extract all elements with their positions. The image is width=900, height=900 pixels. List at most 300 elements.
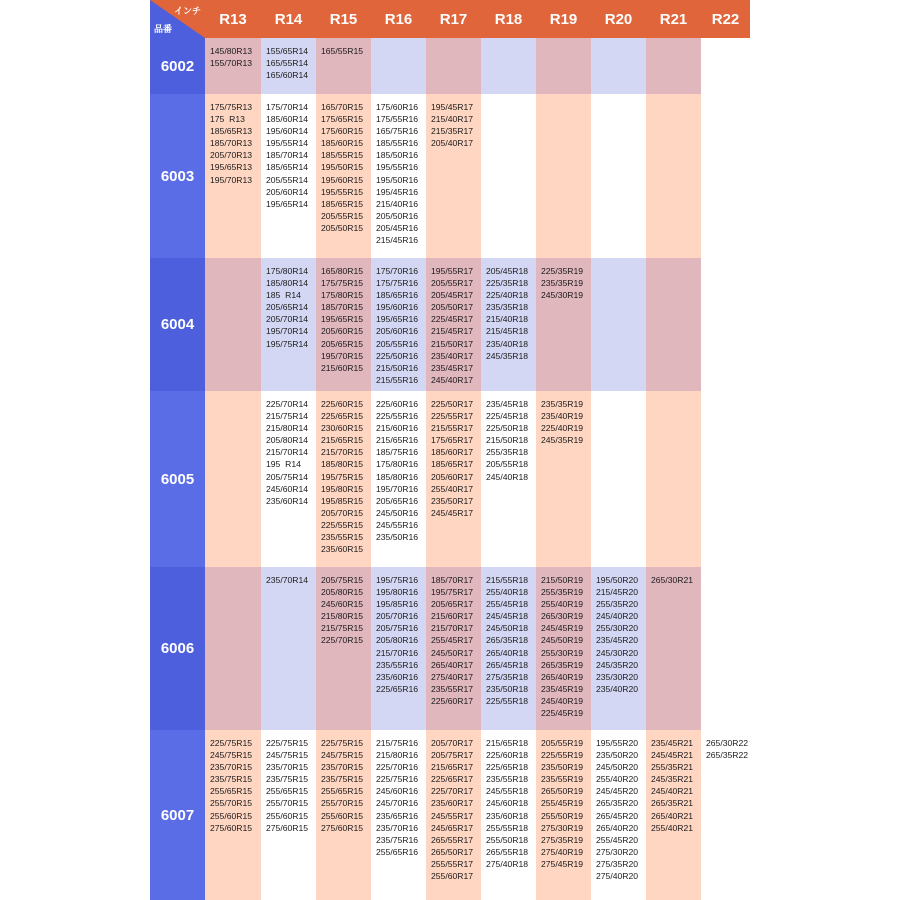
cell-6007-r22 (701, 730, 750, 900)
tire-size: 205/70R17 (431, 738, 474, 748)
tire-size: 255/60R15 (210, 810, 253, 821)
tire-size: 275/35R19 (541, 834, 584, 845)
cell-6004-r18 (481, 258, 536, 391)
tire-size: 255/60R15 (321, 810, 364, 821)
cell-6005-r15 (316, 391, 371, 567)
tire-size: 225/35R18 (486, 278, 529, 289)
tire-size: 215/55R16 (376, 374, 419, 385)
tire-size: 275/60R15 (321, 822, 364, 833)
tire-size: 175/75R13 (210, 102, 253, 112)
column-header-r19: R19 (536, 0, 591, 38)
tire-size: 165/55R15 (321, 46, 364, 56)
tire-size: 195/65R14 (266, 198, 309, 209)
tire-size: 255/65R16 (376, 846, 419, 857)
tire-size: 235/50R18 (486, 683, 529, 694)
cell-6003-r18 (481, 94, 536, 258)
cell-6002-r13 (205, 38, 261, 94)
tire-size: 245/35R20 (596, 659, 639, 670)
tire-size: 195/60R14 (266, 126, 309, 137)
cell-6007-r20 (591, 730, 646, 900)
tire-size: 225/75R16 (376, 774, 419, 785)
tire-size: 235/55R18 (486, 774, 529, 785)
tire-size: 275/35R18 (486, 671, 529, 682)
tire-size: 175/65R15 (321, 114, 364, 125)
column-header-r21: R21 (646, 0, 701, 38)
tire-size: 225/55R19 (541, 750, 584, 761)
tire-size: 215/55R18 (486, 575, 529, 585)
row-label-6005: 6005 (150, 391, 205, 567)
tire-size: 265/45R20 (596, 810, 639, 821)
cell-6007-r14 (261, 730, 316, 900)
tire-size: 215/65R16 (376, 435, 419, 446)
tire-size: 205/65R16 (376, 495, 419, 506)
cell-6005-r22 (701, 391, 750, 567)
tire-size: 155/70R13 (210, 58, 253, 69)
tire-size: 215/45R18 (486, 326, 529, 337)
tire-size: 205/45R18 (486, 266, 529, 276)
cell-6003-r22 (701, 94, 750, 258)
tire-size: 255/40R21 (651, 822, 694, 833)
tire-size: 275/30R19 (541, 822, 584, 833)
tire-size-table (150, 0, 750, 900)
tire-size: 165/70R15 (321, 102, 364, 112)
tire-size: 245/50R20 (596, 762, 639, 773)
tire-size: 185/55R15 (321, 150, 364, 161)
tire-size: 225/65R15 (321, 411, 364, 422)
tire-size: 265/45R18 (486, 659, 529, 670)
tire-size: 235/45R19 (541, 683, 584, 694)
tire-size: 235/30R20 (596, 671, 639, 682)
column-header-r16: R16 (371, 0, 426, 38)
tire-size: 195/75R17 (431, 587, 474, 598)
tire-size: 235/70R15 (321, 762, 364, 773)
tire-size: 265/50R19 (541, 786, 584, 797)
tire-size: 235/35R19 (541, 399, 584, 409)
tire-size: 235/60R16 (376, 671, 419, 682)
tire-size: 205/60R16 (376, 326, 419, 337)
tire-size: 205/60R14 (266, 186, 309, 197)
tire-size: 215/50R17 (431, 338, 474, 349)
tire-size: 215/60R16 (376, 423, 419, 434)
tire-size: 245/60R16 (376, 786, 419, 797)
tire-size: 225/70R17 (431, 786, 474, 797)
cell-6006-r19 (536, 567, 591, 730)
tire-size: 265/55R17 (431, 834, 474, 845)
tire-size: 245/40R20 (596, 611, 639, 622)
tire-size: 225/60R15 (321, 399, 364, 409)
tire-size: 175/75R15 (321, 278, 364, 289)
tire-size: 215/60R15 (321, 362, 364, 373)
cell-6004-r15 (316, 258, 371, 391)
tire-size: 255/45R17 (431, 635, 474, 646)
tire-size: 215/45R16 (376, 235, 419, 246)
tire-size: 225/70R14 (266, 399, 309, 409)
tire-size: 245/50R19 (541, 635, 584, 646)
tire-size: 205/55R15 (321, 210, 364, 221)
tire-size: 255/35R20 (596, 599, 639, 610)
cell-6005-r17 (426, 391, 481, 567)
tire-size: 225/70R16 (376, 762, 419, 773)
cell-6003-r13 (205, 94, 261, 258)
tire-size: 205/40R17 (431, 138, 474, 149)
tire-size: 235/50R20 (596, 750, 639, 761)
tire-size: 245/40R21 (651, 786, 694, 797)
tire-size: 185/80R14 (266, 278, 309, 289)
tire-size: 225/55R16 (376, 411, 419, 422)
tire-size: 195/65R15 (321, 314, 364, 325)
tire-size: 235/75R15 (266, 774, 309, 785)
tire-size: 225/65R18 (486, 762, 529, 773)
tire-size: 195/75R15 (321, 471, 364, 482)
tire-size: 215/65R17 (431, 762, 474, 773)
tire-size: 235/55R16 (376, 659, 419, 670)
tire-size: 205/75R16 (376, 623, 419, 634)
tire-size: 175/80R16 (376, 459, 419, 470)
cell-6007-r19 (536, 730, 591, 900)
column-header-r15: R15 (316, 0, 371, 38)
tire-size: 225/70R15 (321, 635, 364, 646)
tire-size: 195/50R20 (596, 575, 639, 585)
tire-size: 225/50R16 (376, 350, 419, 361)
cell-6003-r19 (536, 94, 591, 258)
cell-6003-r14 (261, 94, 316, 258)
tire-size: 255/50R19 (541, 810, 584, 821)
column-header-r18: R18 (481, 0, 536, 38)
tire-size: 205/50R16 (376, 210, 419, 221)
row-label-6007: 6007 (150, 730, 205, 900)
tire-size: 215/70R17 (431, 623, 474, 634)
tire-size: 185/65R17 (431, 459, 474, 470)
tire-size: 245/45R18 (486, 611, 529, 622)
tire-size: 185/70R13 (210, 138, 253, 149)
tire-size: 205/70R14 (266, 314, 309, 325)
tire-size: 185/80R15 (321, 459, 364, 470)
tire-size: 195/70R14 (266, 326, 309, 337)
cell-6002-r20 (591, 38, 646, 94)
tire-size: 255/40R18 (486, 587, 529, 598)
tire-size: 215/65R15 (321, 435, 364, 446)
tire-size: 245/50R16 (376, 507, 419, 518)
tire-size: 245/70R16 (376, 798, 419, 809)
tire-size: 255/45R20 (596, 834, 639, 845)
tire-size: 215/80R15 (321, 611, 364, 622)
tire-size: 245/45R20 (596, 786, 639, 797)
tire-size: 265/40R17 (431, 659, 474, 670)
tire-size: 225/60R16 (376, 399, 419, 409)
tire-size: 245/55R17 (431, 810, 474, 821)
tire-size: 245/40R19 (541, 695, 584, 706)
cell-6006-r18 (481, 567, 536, 730)
tire-size: 195/60R15 (321, 174, 364, 185)
tire-size: 165/60R14 (266, 70, 309, 81)
header-corner (150, 0, 205, 38)
tire-size: 225/55R17 (431, 411, 474, 422)
cell-6006-r17 (426, 567, 481, 730)
tire-size: 175/60R16 (376, 102, 419, 112)
tire-size: 195/55R17 (431, 266, 474, 276)
tire-size: 175/70R14 (266, 102, 309, 112)
tire-size: 195/60R16 (376, 302, 419, 313)
tire-size: 205/55R16 (376, 338, 419, 349)
tire-size: 245/35R18 (486, 350, 529, 361)
cell-6004-r14 (261, 258, 316, 391)
tire-size: 185/75R16 (376, 447, 419, 458)
tire-size: 195/85R15 (321, 495, 364, 506)
tire-size: 245/55R18 (486, 786, 529, 797)
tire-size: 265/30R22 (706, 738, 749, 748)
tire-size: 185/60R17 (431, 447, 474, 458)
tire-size: 195/80R15 (321, 483, 364, 494)
tire-size: 215/75R14 (266, 411, 309, 422)
tire-size: 225/65R17 (431, 774, 474, 785)
column-header-r13: R13 (205, 0, 261, 38)
tire-size: 165/75R16 (376, 126, 419, 137)
tire-size: 195/75R16 (376, 575, 419, 585)
cell-6006-r14 (261, 567, 316, 730)
tire-size: 175/65R17 (431, 435, 474, 446)
tire-size: 235/40R20 (596, 683, 639, 694)
tire-size: 165/55R14 (266, 58, 309, 69)
tire-size: 215/40R17 (431, 114, 474, 125)
tire-size: 255/55R18 (486, 822, 529, 833)
tire-size: 235/70R16 (376, 822, 419, 833)
tire-size: 255/35R18 (486, 447, 529, 458)
row-label-6004: 6004 (150, 258, 205, 391)
tire-size: 225/45R17 (431, 314, 474, 325)
tire-size: 145/80R13 (210, 46, 253, 56)
tire-size: 185/65R13 (210, 126, 253, 137)
tire-size: 245/45R21 (651, 750, 694, 761)
tire-size: 255/50R18 (486, 834, 529, 845)
cell-6007-r16 (371, 730, 426, 900)
tire-size: 265/40R21 (651, 810, 694, 821)
tire-size: 235/40R17 (431, 350, 474, 361)
cell-6002-r14 (261, 38, 316, 94)
tire-size: 235/45R20 (596, 635, 639, 646)
tire-size: 235/35R19 (541, 278, 584, 289)
tire-size: 245/40R17 (431, 374, 474, 385)
tire-size: 235/50R19 (541, 762, 584, 773)
tire-size: 235/60R14 (266, 495, 309, 506)
tire-size: 195/50R15 (321, 162, 364, 173)
tire-size: 185/65R15 (321, 198, 364, 209)
corner-inch-label: インチ (173, 6, 201, 16)
cell-6002-r22 (701, 38, 750, 94)
tire-size: 175/80R14 (266, 266, 309, 276)
cell-6004-r20 (591, 258, 646, 391)
cell-6005-r16 (371, 391, 426, 567)
tire-size: 215/75R15 (321, 623, 364, 634)
cell-6006-r22 (701, 567, 750, 730)
tire-size: 205/45R17 (431, 290, 474, 301)
cell-6007-r21 (646, 730, 701, 900)
row-label-6006: 6006 (150, 567, 205, 730)
tire-size: 235/55R19 (541, 774, 584, 785)
tire-size: 265/35R22 (706, 750, 749, 761)
tire-size: 245/35R19 (541, 435, 584, 446)
tire-size: 255/40R20 (596, 774, 639, 785)
tire-size: 225/35R19 (541, 266, 584, 276)
tire-size: 195/55R20 (596, 738, 639, 748)
tire-size: 185/70R17 (431, 575, 474, 585)
cell-6005-r19 (536, 391, 591, 567)
tire-size: 225/75R15 (210, 738, 253, 748)
tire-size: 215/70R16 (376, 647, 419, 658)
tire-size: 205/65R14 (266, 302, 309, 313)
tire-size: 245/50R18 (486, 623, 529, 634)
cell-6004-r17 (426, 258, 481, 391)
cell-6006-r16 (371, 567, 426, 730)
tire-size: 265/35R20 (596, 798, 639, 809)
tire-size: 195/65R16 (376, 314, 419, 325)
tire-size: 255/30R19 (541, 647, 584, 658)
tire-size: 195/45R17 (431, 102, 474, 112)
cell-6004-r16 (371, 258, 426, 391)
tire-size: 205/80R16 (376, 635, 419, 646)
tire-size: 185 R14 (266, 290, 301, 301)
tire-size: 235/35R18 (486, 302, 529, 313)
tire-size: 205/75R14 (266, 471, 309, 482)
tire-size: 225/60R17 (431, 695, 474, 706)
tire-size: 215/45R20 (596, 587, 639, 598)
tire-size: 185/65R14 (266, 162, 309, 173)
tire-size: 245/40R18 (486, 471, 529, 482)
tire-size: 245/75R15 (321, 750, 364, 761)
tire-size: 175 R13 (210, 114, 245, 125)
tire-size: 255/60R17 (431, 871, 474, 882)
tire-size: 205/50R15 (321, 222, 364, 233)
tire-size: 235/65R16 (376, 810, 419, 821)
tire-size: 255/45R19 (541, 798, 584, 809)
tire-size: 245/65R17 (431, 822, 474, 833)
tire-size: 265/30R19 (541, 611, 584, 622)
tire-size: 195/80R16 (376, 587, 419, 598)
cell-6005-r21 (646, 391, 701, 567)
cell-6002-r18 (481, 38, 536, 94)
tire-size: 265/55R18 (486, 846, 529, 857)
tire-size: 195/45R16 (376, 186, 419, 197)
cell-6007-r17 (426, 730, 481, 900)
tire-size: 205/80R14 (266, 435, 309, 446)
cell-6003-r15 (316, 94, 371, 258)
tire-size: 195/70R16 (376, 483, 419, 494)
tire-size: 205/80R15 (321, 587, 364, 598)
tire-size: 205/55R14 (266, 174, 309, 185)
tire-size: 245/60R18 (486, 798, 529, 809)
cell-6007-r15 (316, 730, 371, 900)
cell-6007-r13 (205, 730, 261, 900)
tire-size: 215/40R18 (486, 314, 529, 325)
tire-size: 215/80R14 (266, 423, 309, 434)
tire-size: 215/70R15 (321, 447, 364, 458)
tire-size: 215/65R18 (486, 738, 529, 748)
cell-6004-r19 (536, 258, 591, 391)
tire-size: 255/65R15 (321, 786, 364, 797)
tire-size: 195/70R15 (321, 350, 364, 361)
tire-size: 255/35R21 (651, 762, 694, 773)
corner-model-label: 品番 (154, 24, 173, 34)
tire-size: 195/75R14 (266, 338, 309, 349)
cell-6004-r21 (646, 258, 701, 391)
tire-size: 175/70R16 (376, 266, 419, 276)
cell-6004-r22 (701, 258, 750, 391)
column-header-r22: R22 (701, 0, 750, 38)
tire-size: 275/30R20 (596, 846, 639, 857)
tire-size: 215/50R19 (541, 575, 584, 585)
tire-size: 275/45R19 (541, 858, 584, 869)
column-header-r14: R14 (261, 0, 316, 38)
tire-size: 245/30R19 (541, 290, 584, 301)
tire-size: 255/55R17 (431, 858, 474, 869)
tire-size: 185/80R16 (376, 471, 419, 482)
tire-size: 195/55R14 (266, 138, 309, 149)
tire-size: 235/75R16 (376, 834, 419, 845)
tire-size: 205/65R15 (321, 338, 364, 349)
tire-size: 225/55R15 (321, 519, 364, 530)
tire-size: 185/70R14 (266, 150, 309, 161)
tire-size: 245/55R16 (376, 519, 419, 530)
tire-size: 205/60R17 (431, 471, 474, 482)
tire-size: 265/35R21 (651, 798, 694, 809)
tire-size: 265/35R18 (486, 635, 529, 646)
tire-size: 205/55R18 (486, 459, 529, 470)
tire-size: 255/60R15 (266, 810, 309, 821)
cell-6002-r15 (316, 38, 371, 94)
tire-size: 205/55R17 (431, 278, 474, 289)
tire-size: 255/30R20 (596, 623, 639, 634)
tire-size: 275/60R15 (266, 822, 309, 833)
cell-6005-r13 (205, 391, 261, 567)
tire-size: 245/45R19 (541, 623, 584, 634)
tire-size: 215/50R18 (486, 435, 529, 446)
tire-size: 245/35R21 (651, 774, 694, 785)
tire-size: 275/40R18 (486, 858, 529, 869)
tire-size: 175/75R16 (376, 278, 419, 289)
tire-size: 235/45R17 (431, 362, 474, 373)
tire-size: 235/55R17 (431, 683, 474, 694)
tire-size: 185/60R15 (321, 138, 364, 149)
cell-6003-r21 (646, 94, 701, 258)
tire-size: 185/50R16 (376, 150, 419, 161)
cell-6006-r20 (591, 567, 646, 730)
cell-6006-r15 (316, 567, 371, 730)
tire-size: 205/60R15 (321, 326, 364, 337)
cell-6003-r16 (371, 94, 426, 258)
tire-size: 275/40R19 (541, 846, 584, 857)
tire-size: 215/70R14 (266, 447, 309, 458)
tire-size: 230/60R15 (321, 423, 364, 434)
tire-size: 155/65R14 (266, 46, 309, 56)
tire-size: 225/75R15 (321, 738, 364, 748)
cell-6002-r19 (536, 38, 591, 94)
cell-6003-r20 (591, 94, 646, 258)
tire-size: 215/50R16 (376, 362, 419, 373)
tire-size: 185/70R15 (321, 302, 364, 313)
tire-size: 235/60R15 (321, 544, 364, 555)
tire-size: 235/40R18 (486, 338, 529, 349)
tire-size: 215/55R17 (431, 423, 474, 434)
tire-size: 235/50R16 (376, 532, 419, 543)
tire-size: 215/35R17 (431, 126, 474, 137)
tire-size: 235/60R18 (486, 810, 529, 821)
row-label-6002: 6002 (150, 38, 205, 94)
tire-size: 215/40R16 (376, 198, 419, 209)
tire-size: 205/70R16 (376, 611, 419, 622)
tire-size: 225/40R19 (541, 423, 584, 434)
tire-size: 195/85R16 (376, 599, 419, 610)
cell-6002-r21 (646, 38, 701, 94)
tire-size: 225/75R15 (266, 738, 309, 748)
